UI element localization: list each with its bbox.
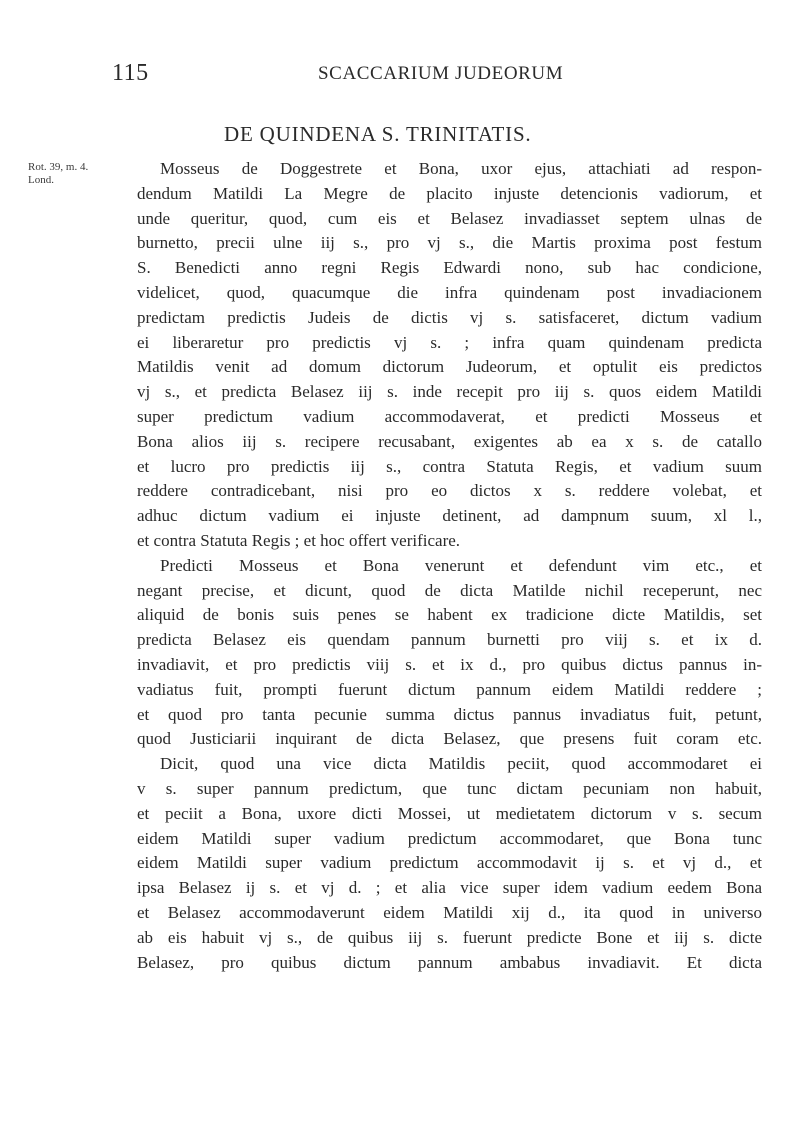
text-line: aliquid de bonis suis penes se habent ex tradicione dicte Matildis, set — [137, 605, 762, 625]
text-line: burnetto, precii ulne iij s., pro vj s., die Martis proxima post festum — [137, 233, 762, 253]
text-line: unde queritur, quod, cum eis et Belasez invadiasset septem ulnas de — [137, 208, 762, 228]
text-line: reddere contradicebant, nisi pro eo dictos x s. reddere volebat, et — [137, 481, 762, 501]
margin-note-reference: Rot. 39, m. 4. — [28, 161, 89, 173]
text-line: Dicit, quod una vice dicta Matildis peciit, quod accommodaret ei — [160, 754, 762, 774]
text-line: quod Justiciarii inquirant de dicta Belasez, que presens fuit coram etc. — [137, 729, 762, 749]
text-line: Bona alios iij s. recipere recusabant, exigentes ab ea x s. de catallo — [137, 431, 762, 451]
paragraph-3 — [137, 752, 762, 975]
text-line: Belasez, pro quibus dictum pannum ambabus invadiavit. Et dicta — [137, 952, 762, 972]
running-head — [0, 60, 800, 90]
text-line: negant precise, et dicunt, quod de dicta Matilde nichil receperunt, nec — [137, 580, 762, 600]
text-line: v s. super pannum predictum, que tunc dictam pecuniam non habuit, — [137, 778, 762, 798]
text-line: vj s., et predicta Belasez iij s. inde recepit pro iij s. quos eidem Matildi — [137, 382, 762, 402]
page-number: 115 — [112, 60, 149, 86]
text-line: et quod pro tanta pecunie summa dictus pannus invadiatus fuit, petunt, — [137, 704, 762, 724]
text-line: predictam predictis Judeis de dictis vj s. satisfaceret, dictum vadium — [137, 307, 762, 327]
running-title: SCACCARIUM JUDEORUM — [318, 63, 564, 84]
margin-note — [28, 161, 118, 187]
text-line: dendum Matildi La Megre de placito injuste detencionis vadiorum, et — [137, 183, 762, 203]
text-line: super predictum vadium accommodaverat, et predicti Mosseus et — [137, 406, 762, 426]
text-line: et peciit a Bona, uxore dicti Mossei, ut medietatem dictorum v s. secum — [137, 803, 762, 823]
text-line: Predicti Mosseus et Bona venerunt et defendunt vim etc., et — [160, 555, 762, 575]
text-line: et lucro pro predictis iij s., contra Statuta Regis, et vadium suum — [137, 456, 762, 476]
text-line: adhuc dictum vadium ei injuste detinent, ad dampnum suum, xl l., — [137, 506, 762, 526]
text-body — [137, 157, 762, 975]
text-line: invadiavit, et pro predictis viij s. et ix d., pro quibus dictus pannus in- — [137, 654, 762, 674]
text-line: et Belasez accommodaverunt eidem Matildi xij d., ita quod in universo — [137, 902, 762, 922]
section-heading: DE QUINDENA S. TRINITATIS. — [224, 122, 532, 146]
paragraph-2 — [137, 554, 762, 752]
text-line: ei liberaretur pro predictis vj s. ; infra quam quindenam predicta — [137, 332, 762, 352]
text-line: Matildis venit ad domum dictorum Judeorum, et optulit eis predictos — [137, 357, 762, 377]
text-line: eidem Matildi super vadium predictum accommodavit ij s. et vj d., et — [137, 853, 762, 873]
margin-note-place: Lond. — [28, 174, 54, 186]
text-line: predicta Belasez eis quendam pannum burnetti pro viij s. et ix d. — [137, 630, 762, 650]
text-line: S. Benedicti anno regni Regis Edwardi nono, sub hac condicione, — [137, 258, 762, 278]
text-line: eidem Matildi super vadium predictum accommodaret, que Bona tunc — [137, 828, 762, 848]
text-line: vadiatus fuit, prompti fuerunt dictum pannum eidem Matildi reddere ; — [137, 679, 762, 699]
paragraph-1 — [137, 157, 762, 554]
text-line: Mosseus de Doggestrete et Bona, uxor ejus, attachiati ad respon- — [160, 159, 762, 178]
text-line: et contra Statuta Regis ; et hoc offert verificare. — [137, 530, 461, 550]
text-line: ipsa Belasez ij s. et vj d. ; et alia vice super idem vadium eedem Bona — [137, 878, 762, 898]
text-line: videlicet, quod, quacumque die infra quindenam post invadiacionem — [137, 282, 762, 302]
text-line: ab eis habuit vj s., de quibus iij s. fuerunt predicte Bone et iij s. dicte — [137, 927, 762, 947]
